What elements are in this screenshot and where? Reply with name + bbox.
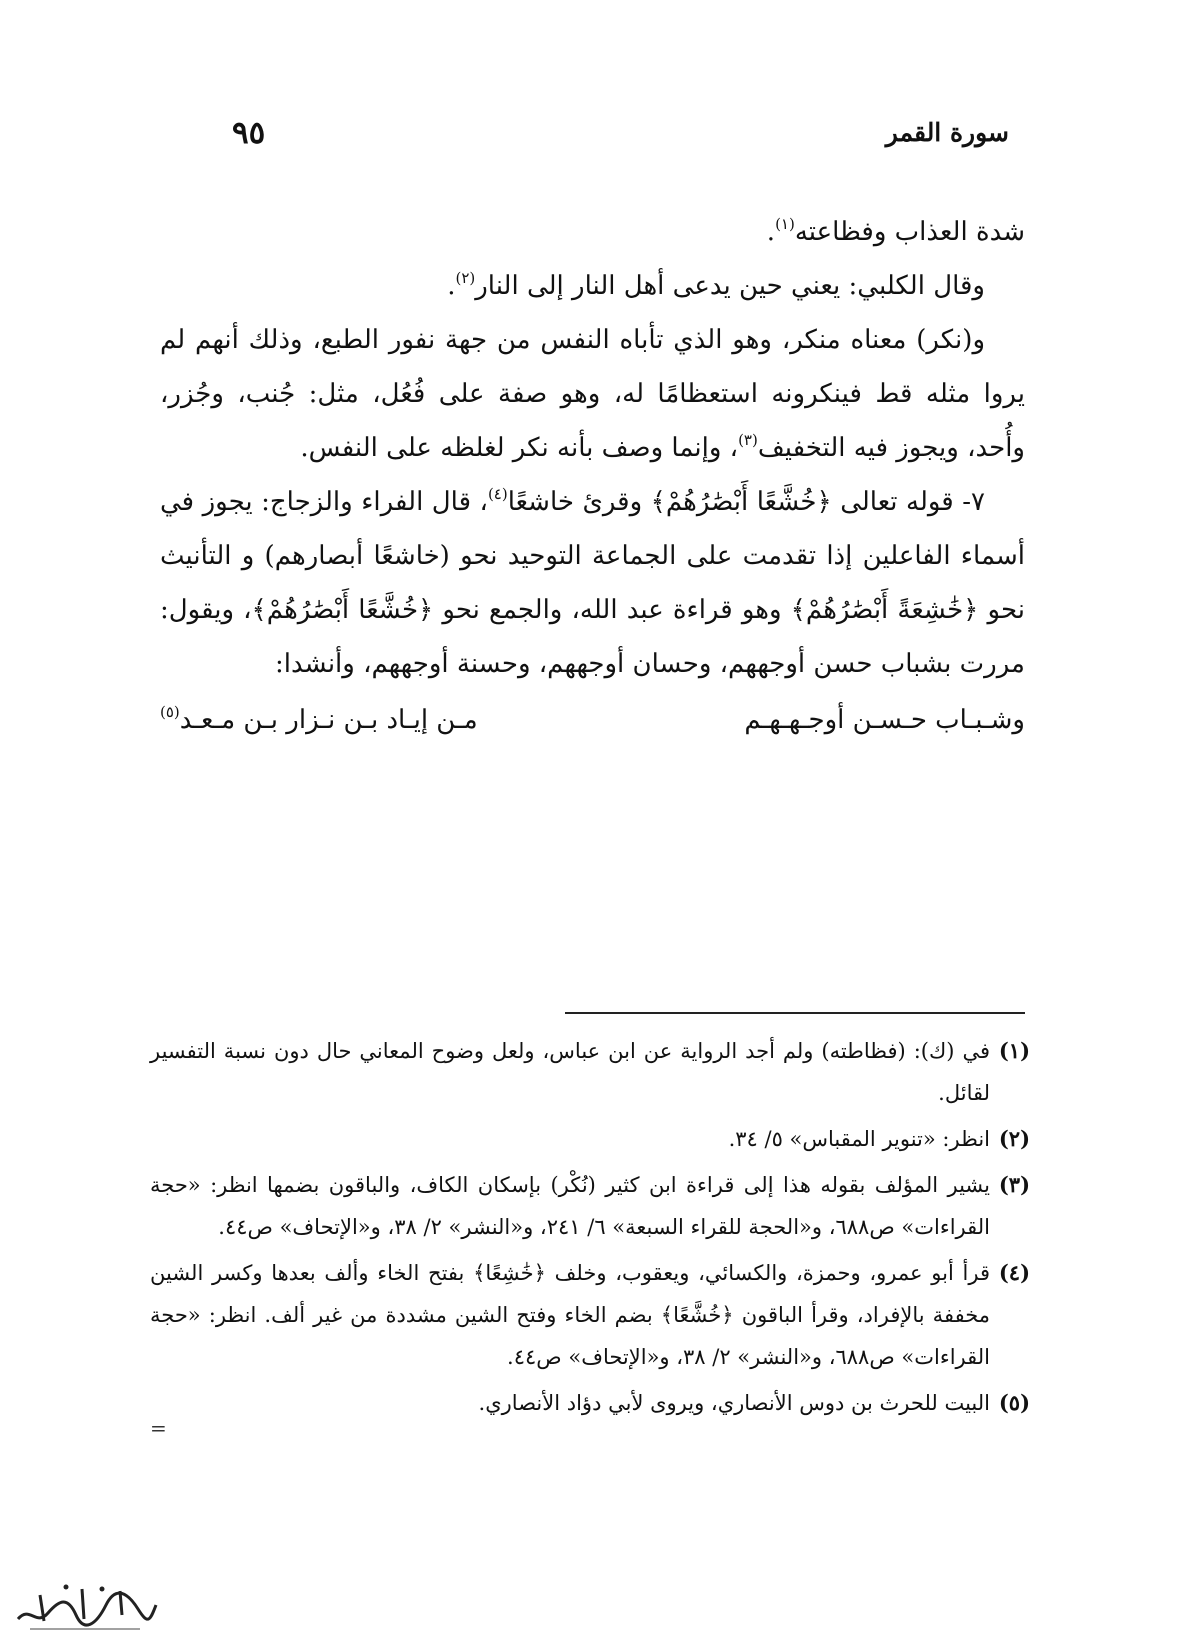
paragraph-3-text: و(نكر) معناه منكر، وهو الذي تأباه النفس من جهة نفور الطبع، وذلك أنهم لم يروا مثله قط فينكرونه استعظامًا له، وهو صفة على فُعُل، مثل: جُنب، وجُزر، وأُحد، ويجوز فيه التخفيف: [160, 325, 1025, 463]
paragraph-1-end: .: [766, 217, 776, 247]
paragraph-2-end: .: [447, 271, 456, 301]
footnote-text: البيت للحرث بن دوس الأنصاري، ويروى لأبي دؤاد الأنصاري.: [478, 1391, 990, 1415]
footnote-number: (٥): [998, 1390, 1030, 1415]
paragraph-1-text: شدة العذاب وفظاعته: [794, 217, 1025, 247]
footnote-number: (٢): [998, 1126, 1030, 1151]
footnote-ref-1: (١): [775, 215, 795, 233]
footnote-4: [150, 1252, 1030, 1378]
footnotes: [150, 1030, 1030, 1428]
paragraph-4-text: ٧- قوله تعالى ﴿خُشَّعًا أَبْصَٰرُهُمْ﴾ وقرئ خاشعًا: [507, 487, 985, 517]
footnote-2: [150, 1118, 1030, 1160]
verse-second-hemistich: [160, 697, 478, 743]
paragraph-2: [160, 259, 1025, 313]
footnote-ref-5: (٥): [160, 703, 180, 721]
footnote-number: (٤): [998, 1260, 1030, 1285]
poetry-verse: [160, 697, 1025, 743]
footnote-number: (٣): [998, 1172, 1030, 1197]
verse-second-hemistich-text: مـن إيـاد بـن نـزار بـن مـعـد: [179, 705, 478, 735]
paragraph-3-text-end: ، وإنما وصف بأنه نكر لغلظه على النفس.: [300, 433, 739, 463]
paragraph-3: [160, 313, 1025, 475]
footnote-text: قرأ أبو عمرو، وحمزة، والكسائي، ويعقوب، وخلف ﴿خَٰشِعًا﴾ بفتح الخاء وألف بعدها وكسر الشين مخففة بالإفراد، وقرأ الباقون ﴿خُشَّعًا﴾ بضم الخاء وفتح الشين مشددة من غير ألف. انظر: «حجة القراءات» ص٦٨٨، و«النشر» ٢/ ٣٨، و«الإتحاف» ص٤٤.: [150, 1261, 990, 1369]
paragraph-4-text-end: ، قال الفراء والزجاج: يجوز في أسماء الفاعلين إذا تقدمت على الجماعة التوحيد نحو (خاشعًا أبصارهم) و التأنيث نحو ﴿خَٰشِعَةً أَبْصَٰرُهُمْ﴾ وهو قراءة عبد الله، والجمع نحو ﴿خُشَّعًا أَبْصَٰرُهُمْ﴾، ويقول: مررت بشباب حسن أوجههم، وحسان أوجههم، وحسنة أوجههم، وأنشدا:: [160, 487, 1025, 679]
footnote-ref-3: (٣): [738, 431, 758, 449]
footnote-ref-4: (٤): [487, 485, 508, 503]
footnote-5: [150, 1382, 1030, 1424]
footnote-separator: [565, 1012, 1025, 1014]
footnote-3: [150, 1164, 1030, 1248]
footnote-text: في (ك): (فظاطته) ولم أجد الرواية عن ابن عباس، ولعل وضوح المعاني حال دون نسبة التفسير لقائل.: [150, 1039, 990, 1105]
continuation-mark: =: [150, 1416, 167, 1440]
paragraph-4: [160, 475, 1025, 691]
publisher-stamp-logo: [10, 1575, 160, 1635]
paragraph-1: [160, 205, 1025, 259]
surah-title: سورة القمر: [885, 118, 1009, 147]
paragraph-2-text: وقال الكلبي: يعني حين يدعى أهل النار إلى النار: [475, 271, 985, 301]
page-number: ٩٥: [232, 115, 266, 151]
main-text: [160, 205, 1025, 743]
footnote-ref-2: (٢): [455, 269, 476, 287]
verse-first-hemistich: وشـبـاب حـسـن أوجـهـهـم: [744, 705, 1025, 735]
footnote-number: (١): [998, 1038, 1030, 1063]
footnote-1: [150, 1030, 1030, 1114]
footnote-text: انظر: «تنوير المقباس» ٥/ ٣٤.: [728, 1127, 990, 1151]
footnote-text: يشير المؤلف بقوله هذا إلى قراءة ابن كثير (نُكْر) بإسكان الكاف، والباقون بضمها انظر: «حجة القراءات» ص٦٨٨، و«الحجة للقراء السبعة» ٦/ ٢٤١، و«النشر» ٢/ ٣٨، و«الإتحاف» ص٤٤.: [150, 1173, 990, 1239]
